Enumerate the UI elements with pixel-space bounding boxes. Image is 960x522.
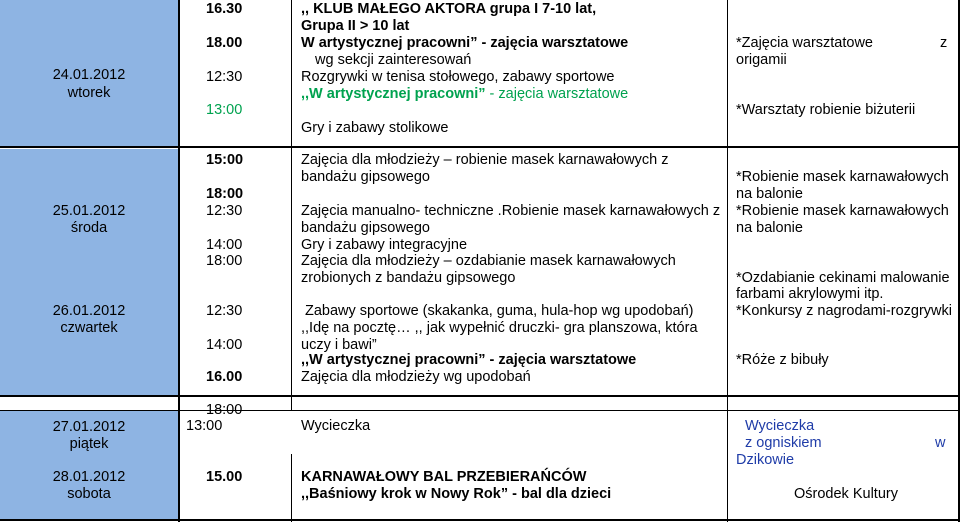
date-26: 26.01.2012 (52, 303, 126, 319)
b1-line-8: Gry i zabawy stolikowe (301, 120, 449, 136)
time-13-00: 13:00 (206, 102, 243, 118)
b1-line-6 (301, 86, 628, 103)
b2-time-7: 14:00 (206, 337, 243, 353)
b2-line-7: zrobionych z bandażu gipsowego (301, 270, 516, 286)
b2-line-2: bandażu gipsowego (301, 169, 430, 185)
b3-excursion: Wycieczka (301, 418, 371, 434)
b2-time-3: 12:30 (206, 203, 243, 219)
b1-line-1: ,, KLUB MAŁEGO AKTORA grupa I 7-10 lat, (301, 1, 597, 17)
b2-line-6: Zajęcia dla młodzieży – ozdabianie masek karnawałowych (301, 253, 676, 269)
b2-time-6: 12:30 (206, 303, 243, 319)
b2-note-2: na balonie (736, 186, 803, 202)
b3-time-15: 15.00 (206, 469, 243, 485)
date-24: 24.01.2012 (52, 67, 126, 83)
b1-line-6-rest: - zajęcia warsztatowe (485, 86, 629, 102)
day-28: sobota (67, 486, 111, 502)
b2-note-4: na balonie (736, 220, 803, 236)
b2-time-8: 16.00 (206, 369, 243, 385)
b3-note-3: w (935, 435, 946, 451)
block1-bottom-rule (0, 146, 960, 148)
day-24: wtorek (67, 85, 111, 101)
b3-note-2: z ogniskiem (745, 435, 822, 451)
b2-note-6: farbami akrylowymi itp. (736, 286, 884, 302)
b2-time-1: 15:00 (206, 152, 244, 168)
b2-time-2: 18:00 (206, 186, 244, 202)
date-25: 25.01.2012 (52, 203, 126, 219)
day-26: czwartek (60, 320, 118, 336)
b2-line-3: Zajęcia manualno- techniczne .Robienie masek karnawałowych z (301, 203, 721, 219)
b3-time-18: 18:00 (206, 402, 243, 418)
b1-line-4: wg sekcji zainteresowań (315, 52, 472, 68)
bottom-rule (0, 519, 960, 521)
day-27: piątek (69, 436, 109, 452)
b3-note-4: Dzikowie (736, 452, 795, 468)
time-18-00: 18.00 (206, 35, 243, 51)
b2-line-5: Gry i zabawy integracyjne (301, 237, 468, 253)
b1-line-2: Grupa II > 10 lat (301, 18, 410, 34)
b3-ball-subtitle: ,,Baśniowy krok w Nowy Rok” - bal dla dzieci (301, 486, 612, 502)
col-rule-1 (178, 0, 180, 522)
b1-note-3: *Warsztaty robienie biżuterii (736, 102, 916, 118)
col-rule-3 (727, 0, 728, 522)
col-rule-2b (291, 454, 292, 522)
b2-note-5: *Ozdabianie cekinami malowanie (736, 270, 950, 286)
b3-time-13: 13:00 (186, 418, 223, 434)
b1-line-3-bold: W artystycznej pracowni” - zajęcia warsztatowe (301, 35, 629, 51)
date-27: 27.01.2012 (52, 419, 126, 435)
b3-ball-title: KARNAWAŁOWY BAL PRZEBIERAŃCÓW (301, 469, 587, 485)
time-12-30: 12:30 (206, 69, 243, 85)
b2-time-4: 14:00 (206, 237, 243, 253)
b2-note-3: *Robienie masek karnawałowych (736, 203, 949, 219)
day-25: środa (70, 220, 108, 236)
b2-line-8: Zabawy sportowe (skakanka, guma, hula-hop wg upodobań) (305, 303, 694, 319)
b1-line-3 (301, 35, 628, 52)
b2-line-10: uczy i bawi” (301, 337, 377, 353)
date-cell-25-26 (0, 149, 178, 395)
b1-note-2: origamii (736, 52, 787, 68)
block2-bottom-rule (0, 395, 960, 397)
b2-line-11: ,,W artystycznej pracowni” - zajęcia warsztatowe (301, 352, 637, 368)
b2-note-1: *Robienie masek karnawałowych (736, 169, 949, 185)
date-28: 28.01.2012 (52, 469, 126, 485)
b2-time-5: 18:00 (206, 253, 243, 269)
b2-line-1: Zajęcia dla młodzieży – robienie masek karnawałowych z (301, 152, 669, 168)
b3-note-5: Ośrodek Kultury (794, 486, 898, 502)
block3-top-rule (0, 410, 960, 411)
b2-note-8: *Róże z bibuły (736, 352, 829, 368)
time-16-30: 16.30 (206, 1, 243, 17)
b1-note-1-tail: z (940, 35, 948, 51)
b1-line-6-green: ,,W artystycznej pracowni” (301, 86, 486, 102)
b3-note-1: Wycieczka (745, 418, 815, 434)
b2-line-9: ,,Idę na pocztę… ,, jak wypełnić druczki- gra planszowa, która (301, 320, 698, 336)
b2-note-7: *Konkursy z nagrodami-rozgrywki (736, 303, 952, 319)
col-rule-2a (291, 0, 292, 411)
b1-line-5: Rozgrywki w tenisa stołowego, zabawy sportowe (301, 69, 615, 85)
b2-line-12: Zajęcia dla młodzieży wg upodobań (301, 369, 531, 385)
b2-line-4: bandażu gipsowego (301, 220, 430, 236)
b1-note-1: *Zajęcia warsztatowe (736, 35, 873, 51)
